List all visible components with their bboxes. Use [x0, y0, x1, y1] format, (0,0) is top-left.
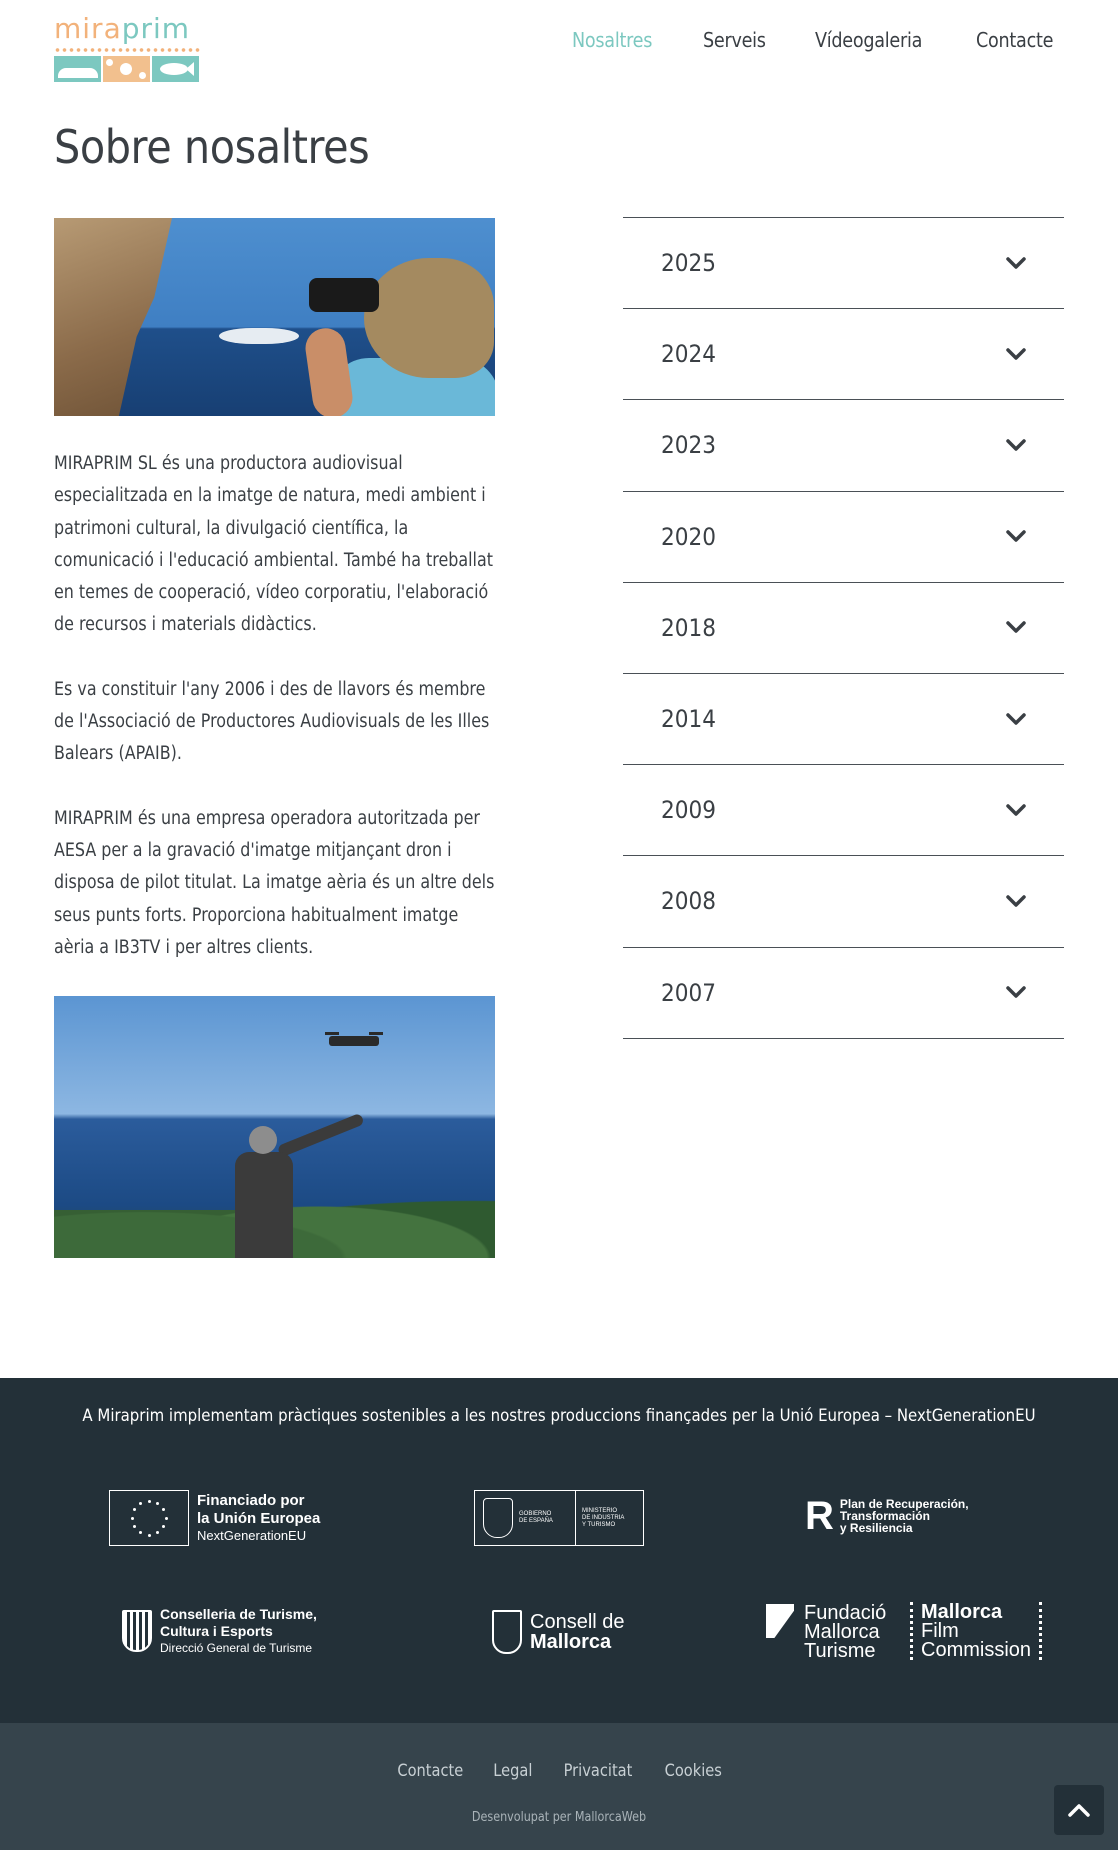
chevron-down-icon: [1006, 256, 1026, 270]
footer-links: [0, 1761, 1118, 1781]
footer-link-contacte[interactable]: Contacte: [397, 1761, 463, 1781]
page-title: Sobre nosaltres: [54, 120, 370, 174]
footer: [0, 1378, 1118, 1723]
about-paragraph-2: Es va constituir l'any 2006 i des de llavors és membre de l'Associació de Productores Audiovisuals de les Illes Balears (APAIB).: [54, 678, 490, 765]
footer-eu-note: A Miraprim implementam pràctiques sostenibles a les nostres produccions finançades per la Unió Europea – NextGenerationEU: [82, 1406, 1036, 1426]
consell-shield-icon: [492, 1610, 522, 1654]
nav-item-serveis[interactable]: Serveis: [703, 28, 766, 52]
about-text: [54, 448, 499, 996]
photo-cliff: [54, 218, 172, 416]
chevron-down-icon: [1006, 894, 1026, 908]
logo-conselleria-turisme: Conselleria de Turisme, Cultura i Esports Direcció General de Turisme: [122, 1606, 317, 1656]
accordion-item-2014[interactable]: [623, 674, 1064, 765]
about-paragraph-3: MIRAPRIM és una empresa operadora autoritzada per AESA per a la gravació d'imatge mitjançant dron i disposa de pilot titulat. La imatge aèria és un altre dels seus punts forts. Proporciona habitualment imatge aèria a IB3TV i per altres clients.: [54, 807, 495, 958]
accordion-year-label: 2024: [661, 340, 716, 369]
logo-tile-flower: [103, 56, 150, 82]
footer-link-cookies[interactable]: Cookies: [664, 1761, 722, 1781]
subfooter: [0, 1723, 1118, 1850]
developer-credit[interactable]: Desenvolupat per MallorcaWeb: [471, 1810, 647, 1825]
nav-item-videogaleria[interactable]: Vídeogaleria: [814, 28, 922, 52]
accordion-item-2025[interactable]: [623, 218, 1064, 309]
spain-crest-icon: [483, 1498, 513, 1538]
logo-tile-fish: [152, 56, 199, 82]
logo-dots: [54, 46, 200, 54]
about-paragraph-1: MIRAPRIM SL és una productora audiovisual especialitzada en la imatge de natura, medi ambient i patrimoni cultural, la divulgació científica, la comunicació i l'educació ambiental. També ha treballat en temes de cooperació, vídeo corporatiu, l'elaboració de recursos i materials didàctics.: [54, 453, 493, 636]
logo-tile-wave: [54, 56, 101, 82]
accordion-year-label: 2023: [661, 431, 716, 460]
logo-eu-nextgeneration: Financiado por la Unión Europea NextGenerationEU: [109, 1490, 330, 1546]
logo[interactable]: [54, 12, 200, 82]
accordion-item-2020[interactable]: [623, 492, 1064, 583]
logo-wordmark: miraprim: [54, 12, 191, 45]
chevron-down-icon: [1006, 438, 1026, 452]
accordion-item-2008[interactable]: [623, 856, 1064, 947]
chevron-down-icon: [1006, 347, 1026, 361]
main-nav: [572, 28, 1064, 52]
logo-gobierno-espana: GOBIERNO DE ESPAÑA MINISTERIO DE INDUSTRIA Y TURISMO: [474, 1490, 644, 1546]
chevron-down-icon: [1006, 712, 1026, 726]
eu-flag-icon: [109, 1490, 189, 1546]
accordion-year-label: 2007: [661, 978, 716, 1007]
accordion-year-label: 2018: [661, 613, 716, 642]
nav-item-nosaltres[interactable]: Nosaltres: [572, 28, 653, 52]
accordion-item-2007[interactable]: [623, 948, 1064, 1039]
prtr-r-icon: R: [805, 1494, 834, 1538]
balearic-shield-icon: [122, 1610, 152, 1652]
accordion-year-label: 2009: [661, 796, 716, 825]
footer-link-legal[interactable]: Legal: [493, 1761, 533, 1781]
accordion-item-2024[interactable]: [623, 309, 1064, 400]
footer-link-privacitat[interactable]: Privacitat: [563, 1761, 633, 1781]
logo-plan-recuperacion: R Plan de Recuperación, Transformación y Resiliencia: [805, 1494, 969, 1538]
accordion-item-2009[interactable]: [623, 765, 1064, 856]
accordion-item-2023[interactable]: [623, 400, 1064, 491]
photo-person: [309, 258, 495, 416]
accordion-year-label: 2025: [661, 249, 716, 278]
chevron-down-icon: [1006, 621, 1026, 635]
accordion-year-label: 2008: [661, 887, 716, 916]
chevron-down-icon: [1006, 803, 1026, 817]
photo-drone-pilot: [54, 996, 495, 1258]
logo-consell-mallorca: Consell de Mallorca: [492, 1610, 625, 1654]
chevron-up-icon: [1068, 1803, 1090, 1817]
accordion-item-2018[interactable]: [623, 583, 1064, 674]
site-header: [0, 0, 1118, 100]
photo-pilot: [229, 1126, 309, 1258]
photo-drone: [329, 1036, 379, 1046]
accordion-year-label: 2014: [661, 705, 716, 734]
logo-fundacio-mallorca-turisme: Fundació Mallorca Turisme: [766, 1604, 886, 1661]
chevron-down-icon: [1006, 530, 1026, 544]
photo-camera-operator: [54, 218, 495, 416]
chevron-down-icon: [1006, 986, 1026, 1000]
photo-boat: [219, 328, 299, 344]
nav-item-contacte[interactable]: Contacte: [976, 28, 1054, 52]
year-accordion: [623, 217, 1064, 1039]
accordion-year-label: 2020: [661, 522, 716, 551]
logo-tiles: [54, 56, 199, 82]
scroll-to-top-button[interactable]: [1054, 1785, 1104, 1835]
logo-mallorca-film-commission: Mallorca Film Commission: [910, 1602, 1042, 1660]
fundacio-mark-icon: [766, 1604, 794, 1638]
